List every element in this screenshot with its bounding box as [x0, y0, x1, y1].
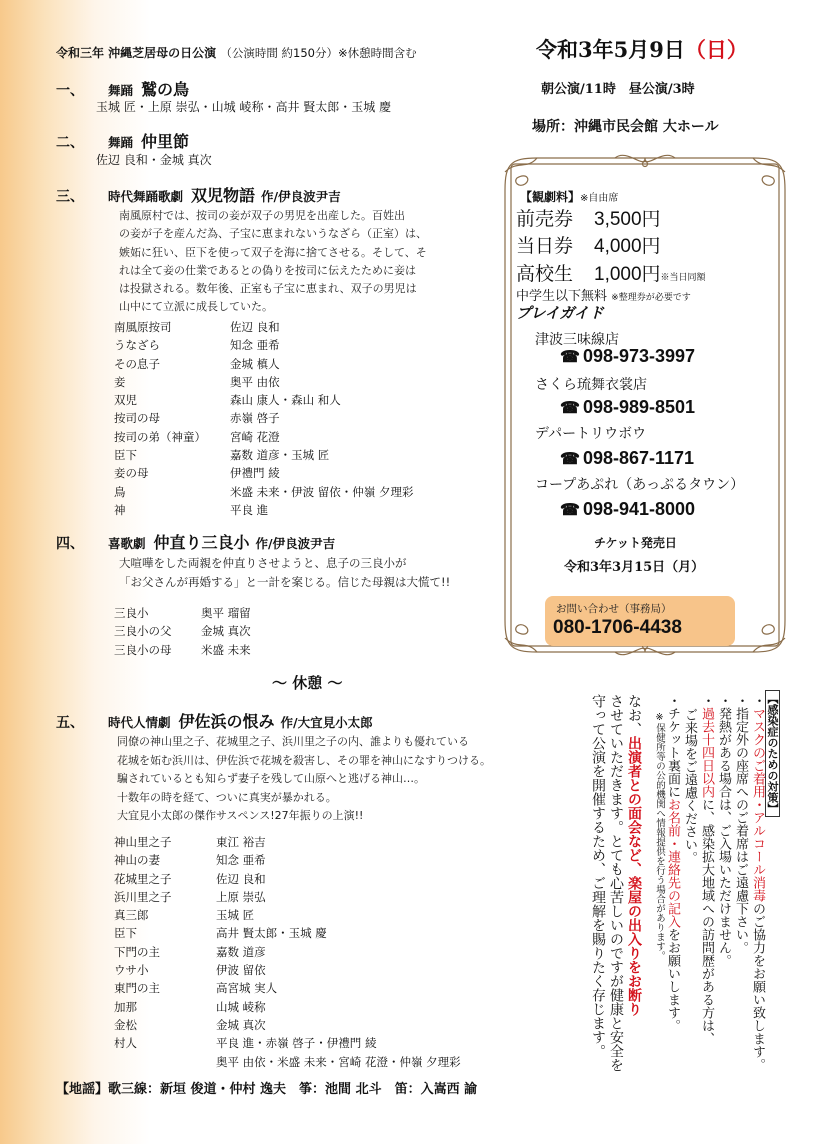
cast-role: 按司の弟（神童） — [114, 429, 206, 444]
cast-row — [114, 1016, 461, 1034]
shop-name: コープあぷれ（あっぷるタウン） — [535, 477, 745, 493]
phone-icon: ☎ — [560, 400, 580, 417]
closing-line — [608, 694, 624, 1072]
cast-role: 三良小の母 — [114, 642, 172, 657]
program-genre: 舞踊 — [108, 135, 134, 150]
event-venue: 場所：沖縄市民会館 大ホール — [532, 119, 719, 135]
cast-actor: 奥平 瑠留 — [201, 606, 251, 620]
price-value: 1,000円 — [594, 264, 661, 285]
cast-role: 妾 — [114, 374, 126, 389]
contact-label: お問い合わせ（事務局） — [556, 603, 672, 615]
cast-row — [114, 373, 413, 391]
cast-row — [114, 483, 413, 501]
cast-row — [114, 641, 251, 659]
program-name: 仲直り三良小 — [153, 533, 250, 552]
cast-actor: 米盛 未来・伊波 留依・仲嶺 夕理彩 — [230, 484, 414, 499]
cast-role: うなざら — [114, 338, 160, 353]
covid-emphasis: お名前・連絡先の記入 — [665, 798, 680, 928]
covid-bullet: ・ — [665, 694, 680, 707]
program-author: 作/伊良波尹吉 — [261, 189, 341, 204]
covid-emphasis: マスクのご着用・アルコール消毒 — [750, 707, 765, 902]
program-3-title — [56, 183, 341, 206]
cast-role: 南風原按司 — [114, 320, 172, 334]
synopsis-line: 同僚の神山里之子、花城里之子、浜川里之子の内、誰よりも優れている — [117, 735, 469, 748]
shop-tel-number: 098-973-3997 — [582, 346, 696, 366]
phone-icon: ☎ — [560, 502, 580, 519]
cast-actor: 奥平 由依 — [230, 374, 280, 389]
cast-row — [114, 888, 461, 906]
synopsis-line: 騙されているとも知らず妻子を残して山原へと逃げる神山…。 — [117, 772, 425, 785]
program-name: 伊佐浜の恨み — [178, 712, 275, 731]
cast-row — [114, 924, 461, 942]
cast-row — [114, 943, 461, 961]
synopsis-line: 大宜見小太郎の傑作サスペンス!27年振りの上演!! — [117, 809, 364, 822]
cast-actor: 上原 崇弘 — [216, 889, 266, 904]
cast-actor: 高宮城 実人 — [216, 981, 278, 996]
closing-text: なお、 — [626, 694, 642, 736]
covid-title: 【感染症のための対策】 — [765, 690, 780, 817]
cast-role: 浜川里之子 — [114, 889, 172, 904]
program-name: 仲里節 — [141, 132, 190, 151]
ticket-sale-label: チケット発売日 — [594, 536, 677, 550]
cast-role: 臣下 — [114, 448, 137, 463]
cast-role: 神山里之子 — [114, 835, 172, 849]
playguide-title: プレイガイド — [516, 304, 604, 322]
program-genre: 喜歌劇 — [108, 536, 146, 551]
covid-bullet: ・ — [733, 694, 748, 707]
closing-text: 守って公演を開催するため、ご理解を賜りたく存じます。 — [590, 694, 606, 1058]
cast-actor: 宮崎 花澄 — [230, 429, 280, 444]
cast-row — [114, 391, 413, 409]
synopsis-line: れは全て妾の仕業であるとの偽りを按司に伝えたために妾は — [119, 263, 416, 277]
synopsis-line: 大喧嘩をした両親を仲直りさせようと、息子の三良小が — [119, 556, 407, 570]
price-value: 4,000円 — [594, 236, 661, 257]
phone-icon: ☎ — [560, 349, 580, 366]
covid-emphasis: 過去十四日以内 — [699, 707, 714, 798]
event-date — [536, 34, 748, 64]
synopsis-line: 山中にて立派に成長していた。 — [119, 300, 273, 314]
shop-tel-number: 098-989-8501 — [582, 397, 696, 417]
cast-role: 臣下 — [114, 926, 137, 941]
cast-role: 神 — [114, 502, 126, 517]
cast-actor: 知念 亜希 — [216, 853, 266, 868]
covid-bullet: ・ — [699, 694, 714, 707]
cast-actor: 奥平 由依・米盛 未来・宮崎 花澄・仲嶺 夕理彩 — [216, 1054, 461, 1069]
cast-row — [114, 428, 413, 446]
program-5-synopsis — [117, 733, 491, 826]
event-duration: （公演時間 約150分）※休憩時間含む — [220, 46, 417, 60]
cast-role — [114, 1053, 216, 1071]
covid-title-col — [765, 690, 780, 817]
contact-tel: 080-1706-4438 — [553, 617, 682, 638]
program-1-performers: 玉城 匠・上原 崇弘・山城 崚称・高井 賢太郎・玉城 慶 — [96, 100, 392, 114]
cast-actor: 知念 亜希 — [230, 338, 280, 353]
event-day: 日 — [705, 37, 727, 62]
covid-bullet: ・ — [750, 694, 765, 707]
cast-actor: 嘉数 道彦 — [216, 944, 266, 959]
price-label: 高校生 — [516, 264, 574, 285]
cast-actor: 平良 進 — [230, 502, 269, 517]
synopsis-line: の妾が子を産んだ為、子宝に恵まれないうなざら（正室）は、 — [119, 227, 427, 241]
closing-line — [626, 694, 642, 1016]
ticket-price-title — [520, 188, 618, 205]
program-4-title — [56, 530, 335, 553]
price-value: 3,500円 — [594, 209, 661, 230]
ticket-price-heading: 【観劇料】 — [520, 190, 581, 204]
cast-row — [114, 318, 413, 336]
cast-actor: 佐辺 良和 — [230, 320, 280, 334]
cast-row — [114, 464, 413, 482]
cast-actor: 金城 真次 — [216, 1017, 266, 1032]
cast-row — [114, 979, 461, 997]
cast-actor: 米盛 未来 — [201, 642, 251, 657]
program-3-cast — [114, 318, 413, 519]
cast-role: 花城里之子 — [114, 871, 172, 886]
program-genre: 時代舞踊歌劇 — [108, 189, 184, 204]
closing-line — [590, 694, 606, 1058]
intermission-label: 〜 休憩 〜 — [272, 674, 343, 692]
shop-name: 津波三味線店 — [535, 332, 619, 348]
ticket-sale-date: 令和3年3月15日（月） — [564, 560, 705, 575]
price-label: 前売券 — [516, 209, 574, 230]
shop-tel — [560, 499, 695, 520]
cast-row — [114, 1034, 461, 1052]
cast-row — [114, 446, 413, 464]
covid-line — [665, 694, 680, 1032]
cast-role: 金松 — [114, 1017, 137, 1032]
shop-tel-number: 098-941-8000 — [582, 499, 696, 519]
cast-role: 按司の母 — [114, 411, 160, 426]
covid-note: ※保健所等の公的機関へ情報提供を行う場合があります。 — [654, 712, 665, 961]
cast-actor: 伊禮門 綾 — [230, 466, 280, 481]
cast-role: 鳥 — [114, 484, 126, 499]
shop-tel-number: 098-867-1171 — [582, 448, 695, 468]
covid-line — [699, 694, 714, 1045]
cast-row — [114, 355, 413, 373]
covid-bullet: ・ — [716, 694, 731, 707]
cast-role: 三良小 — [114, 606, 149, 620]
cast-row — [114, 906, 461, 924]
price-label: 当日券 — [516, 236, 574, 257]
covid-line — [733, 694, 748, 954]
program-author: 作/伊良波尹吉 — [255, 536, 336, 551]
program-1-title — [56, 77, 189, 100]
cast-actor: 山城 崚称 — [216, 999, 266, 1014]
synopsis-line: 嫉妬に狂い、臣下を使って双子を海に捨てさせる。そして、そ — [119, 245, 427, 259]
cast-row — [114, 870, 461, 888]
program-5-title — [56, 709, 373, 732]
covid-text: チケット裏面に — [665, 707, 680, 798]
cast-actor: 伊波 留依 — [216, 963, 266, 978]
cast-actor: 高井 賢太郎・玉城 慶 — [216, 926, 327, 941]
cast-role: 村人 — [114, 1036, 137, 1051]
event-title: 令和三年 沖縄芝居母の日公演 — [56, 46, 217, 60]
cast-role: 東門の主 — [114, 981, 160, 996]
cast-row — [114, 833, 461, 851]
program-4-cast — [114, 604, 251, 659]
synopsis-line: 花城を妬む浜川は、伊佐浜で花城を殺害し、その罪を神山になすりつける。 — [117, 753, 491, 767]
program-genre: 時代人情劇 — [108, 715, 171, 730]
cast-row — [114, 961, 461, 979]
cast-actor: 平良 進・赤嶺 啓子・伊禮門 綾 — [216, 1036, 377, 1051]
program-genre: 舞踊 — [108, 83, 134, 98]
cast-role: 加那 — [114, 999, 137, 1014]
cast-actor: 嘉数 道彦・玉城 匠 — [230, 448, 330, 463]
program-number: 三、 — [56, 189, 84, 205]
junior-note: ※整理券が必要です — [611, 293, 691, 303]
cast-role: 真三郎 — [114, 908, 149, 923]
shop-tel — [560, 346, 695, 367]
covid-text: 発熱がある場合は、ご入場いただけません。 — [716, 707, 731, 967]
synopsis-line: 「お父さんが再婚する」と一計を案じる。信じた母親は大慌て!! — [119, 575, 451, 589]
cast-role: ウサ小 — [114, 963, 149, 978]
cast-actor: 佐辺 良和 — [216, 871, 266, 886]
cast-role: 三良小の父 — [114, 624, 172, 639]
price-row-door — [516, 231, 661, 258]
covid-line — [750, 694, 765, 1071]
price-note: ※当日同額 — [660, 272, 706, 282]
event-title-line — [56, 44, 417, 61]
covid-text: ご来場をご遠慮ください。 — [682, 708, 697, 864]
program-name: 双児物語 — [191, 186, 256, 205]
phone-icon: ☎ — [560, 451, 580, 468]
program-number: 一、 — [56, 83, 84, 99]
cast-row — [114, 409, 413, 427]
cast-row — [114, 998, 461, 1016]
cast-role: 双児 — [114, 393, 137, 408]
price-row-student — [516, 259, 706, 286]
covid-text: をお願いします。 — [665, 928, 680, 1032]
cast-row — [114, 604, 251, 622]
cast-actor: 金城 槙人 — [230, 356, 280, 371]
cast-actor: 玉城 匠 — [216, 908, 255, 923]
price-row-advance — [516, 204, 661, 231]
synopsis-line: は投獄される。数年後、正室も子宝に恵まれ、双子の男児は — [119, 282, 417, 296]
cast-role: 妾の母 — [114, 466, 149, 481]
program-number: 二、 — [56, 135, 84, 151]
program-number: 五、 — [56, 715, 84, 731]
covid-text: に、感染拡大地域への訪問歴がある方は、 — [699, 798, 714, 1045]
program-5-cast — [114, 833, 461, 1071]
covid-text: 指定外の座席へのご着席はご遠慮下さい。 — [733, 707, 748, 954]
covid-line — [716, 694, 731, 967]
program-name: 鷲の鳥 — [141, 80, 190, 99]
cast-actor: 森山 康人・森山 和人 — [230, 393, 341, 408]
event-times: 朝公演/11時 昼公演/3時 — [541, 82, 695, 97]
jiutai-credits: 【地謡】歌三線：新垣 俊道・仲村 逸夫 筝：池間 北斗 笛：入嵩西 諭 — [56, 1082, 478, 1097]
event-day-close: ） — [726, 37, 748, 62]
shop-tel — [560, 448, 694, 469]
cast-row — [114, 851, 461, 869]
junior-label: 中学生以下無料 — [516, 289, 608, 304]
shop-name: デパートリウボウ — [535, 426, 647, 442]
synopsis-line: 十数年の時を経て、ついに真実が暴かれる。 — [117, 790, 337, 804]
program-2-performers: 佐辺 良和・金城 真次 — [96, 153, 212, 167]
covid-line — [682, 708, 697, 864]
shop-name: さくら琉舞衣裳店 — [535, 377, 647, 393]
event-day-open: （ — [684, 37, 706, 62]
cast-actor: 東江 裕吉 — [216, 835, 266, 849]
program-4-synopsis — [119, 554, 450, 592]
closing-emphasis: 出演者との面会など、楽屋の出入りをお断り — [626, 736, 642, 1016]
cast-row — [114, 336, 413, 354]
shop-tel — [560, 397, 695, 418]
event-date-text: 令和3年5月9日 — [536, 37, 685, 62]
closing-text: させていただきます。とても心苦しいのですが健康と安全を — [608, 694, 624, 1072]
ticket-price-note: ※自由席 — [580, 193, 619, 204]
cast-actor: 赤嶺 啓子 — [230, 411, 280, 426]
program-author: 作/大宜見小太郎 — [280, 715, 373, 730]
cast-role: 神山の妻 — [114, 853, 160, 868]
program-number: 四、 — [56, 536, 84, 552]
cast-role: その息子 — [114, 356, 160, 371]
covid-text: のご協力をお願い致します。 — [750, 902, 765, 1071]
cast-row — [114, 622, 251, 640]
program-2-title — [56, 129, 189, 152]
cast-role: 下門の主 — [114, 944, 160, 959]
cast-row — [114, 1053, 461, 1071]
synopsis-line: 南風原村では、按司の妾が双子の男児を出産した。百姓出 — [119, 209, 405, 222]
cast-actor: 金城 真次 — [201, 624, 251, 639]
cast-row — [114, 501, 413, 519]
program-3-synopsis — [119, 207, 427, 317]
